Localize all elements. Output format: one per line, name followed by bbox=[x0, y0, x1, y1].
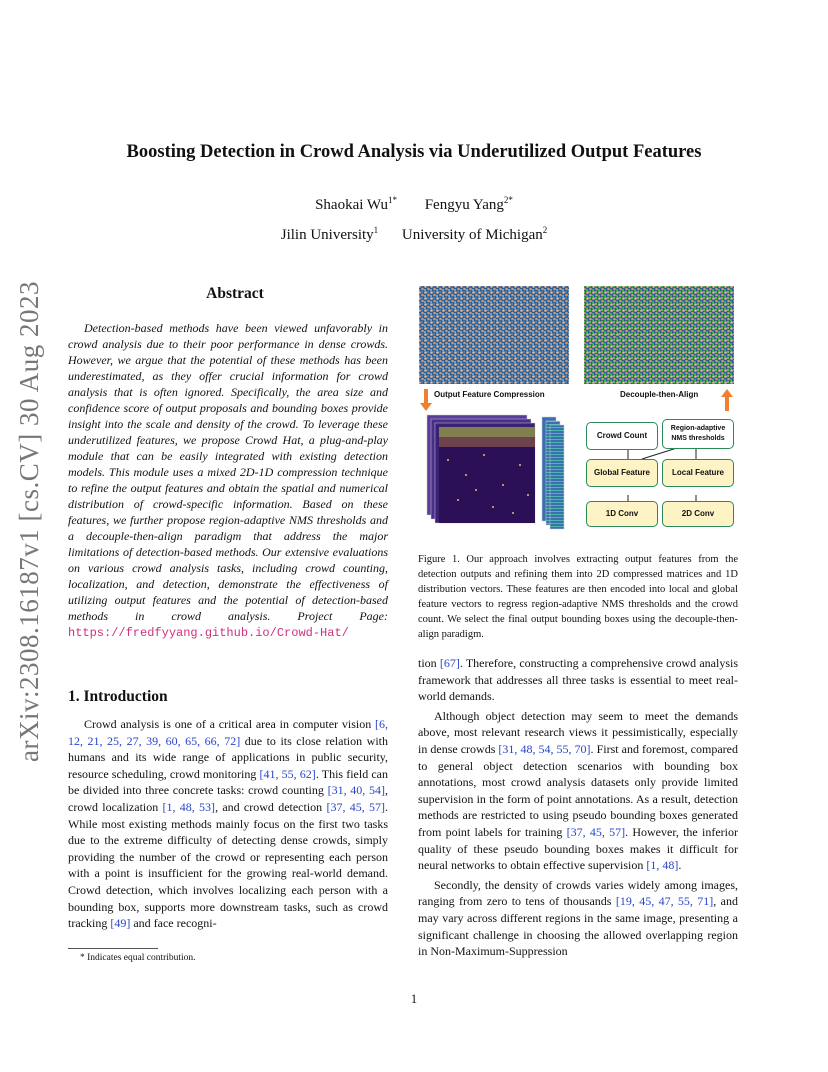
author-list bbox=[0, 195, 828, 214]
citation-link[interactable]: [37, 45, 57] bbox=[326, 799, 385, 814]
citation-link[interactable]: [67] bbox=[439, 656, 460, 670]
conv2d-box: 2D Conv bbox=[662, 501, 734, 527]
affiliation-1 bbox=[281, 227, 378, 243]
right-paragraph-1 bbox=[418, 655, 738, 705]
intro-heading: 1. Introduction bbox=[68, 688, 168, 705]
author-1 bbox=[315, 197, 397, 213]
body-text: . First and foremost, compared to general object detection scenarios with bounding box annotations, most crowd analysis datasets only provide limited supervision in the form of point annotations. As a result, detection methods are restricted to using pseudo bounding boxes generated from point labels for training bbox=[418, 741, 738, 839]
paper-title: Boosting Detection in Crowd Analysis via Underutilized Output Features bbox=[126, 142, 702, 162]
global-feature-box: Global Feature bbox=[586, 459, 658, 487]
body-text: . Therefore, constructing a comprehensive crowd analysis framework that addresses all three tasks is essential to meet real-world demands. bbox=[418, 656, 738, 704]
citation-link[interactable]: [37, 45, 57] bbox=[566, 824, 626, 839]
body-text: , and may vary across different regions in the same image, presenting a significant challenge in choosing the allowed overlapping region in Non-Maximum-Suppression bbox=[418, 894, 738, 959]
citation-link[interactable]: [31, 40, 54] bbox=[327, 783, 386, 798]
affiliation-2 bbox=[402, 227, 547, 243]
crowd-count-box: Crowd Count bbox=[586, 422, 658, 450]
citation-link[interactable]: [1, 48] bbox=[646, 858, 679, 873]
author-2-mark: 2* bbox=[503, 195, 513, 205]
conv1d-box: 1D Conv bbox=[586, 501, 658, 527]
citation-link[interactable]: [49] bbox=[110, 916, 131, 931]
output-crowd-image bbox=[584, 286, 734, 384]
figure-diagram bbox=[418, 285, 740, 535]
author-2 bbox=[425, 197, 513, 213]
abstract-text bbox=[68, 320, 388, 641]
citation-link[interactable]: [41, 55, 62] bbox=[259, 766, 316, 781]
figure-1 bbox=[418, 285, 740, 535]
citation-link[interactable]: [6, 12, 21, 25, 27, 39, 60, 65, 66, 72] bbox=[68, 717, 388, 748]
citation-link[interactable]: [1, 48, 53] bbox=[162, 799, 216, 814]
affiliation-2-name: University of Michigan bbox=[401, 227, 543, 243]
intro-text: due to its close relation with humans and its wide range of applications in public security, resource scheduling, crowd monitoring bbox=[68, 733, 388, 781]
right-paragraph-2 bbox=[418, 708, 738, 874]
abstract-heading: Abstract bbox=[206, 285, 264, 302]
project-link[interactable]: https://fredfyyang.github.io/Crowd-Hat/ bbox=[68, 626, 349, 640]
body-text: Secondly, the density of crowds varies widely among images, ranging from zero to tens of thousands bbox=[418, 877, 738, 909]
nms-threshold-box: Region-adaptive NMS thresholds bbox=[662, 419, 734, 449]
arrow-up-icon bbox=[721, 389, 733, 411]
right-column-text bbox=[418, 655, 738, 960]
affiliation-1-name: Jilin University bbox=[280, 227, 374, 243]
intro-text: , and crowd detection bbox=[215, 799, 327, 814]
body-text: Although object detection may seem to meet the demands above, most relevant research views it pessimistically, especially in dense crowds bbox=[418, 708, 738, 756]
intro-text: Crowd analysis is one of a critical area in computer vision bbox=[84, 717, 375, 731]
figure-caption: Figure 1. Our approach involves extracting output features from the detection outputs and refining them into 2D compressed matrices and 1D distribution vectors. These features are then encoded into local and global feature vectors to regress region-adaptive NMS thresholds and the crowd count. We select the final output bounding boxes using the decouple-then-align paradigm. bbox=[418, 554, 738, 640]
arxiv-stamp: arXiv:2308.16187v1 [cs.CV] 30 Aug 2023 bbox=[14, 281, 44, 762]
footnote: * Indicates equal contribution. bbox=[80, 953, 196, 963]
local-feature-box: Local Feature bbox=[662, 459, 734, 487]
abstract-body: Detection-based methods have been viewed unfavorably in crowd analysis due to their poor performance in dense crowds. However, we argue that the potential of these methods has been underestimated, as they offer crucial information for crowd analysis that is often ignored. Specifically, the area size and confidence score of output proposals and bounding boxes provide insight into the scale and density of the crowd. To leverage these underutilized features, we propose Crowd Hat, a plug-and-play module that can be easily integrated with existing detection models. This module uses a mixed 2D-1D compression technique to refine the output features and obtain the spatial and numerical distribution of crowd-specific information. Based on these features, we further propose region-adaptive NMS thresholds and a decouple-then-align paradigm that address the major limitations of detection-based methods. Our extensive evaluations on various crowd analysis tasks, including crowd counting, localization, and detection, demonstrate the effectiveness of utilizing output features and the potential of detection-based methods in crowd analysis. Project Page: bbox=[68, 321, 388, 623]
author-1-name: Shaokai Wu bbox=[315, 197, 388, 213]
distribution-vector-stack bbox=[542, 417, 564, 529]
intro-paragraph bbox=[68, 716, 388, 932]
citation-link[interactable]: [31, 48, 54, 55, 70] bbox=[498, 741, 591, 756]
intro-text: . This field can be divided into three concrete tasks: crowd counting bbox=[68, 766, 388, 798]
intro-text: and face recogni- bbox=[130, 916, 217, 931]
author-1-mark: 1* bbox=[387, 195, 397, 205]
arrow-down-icon bbox=[420, 389, 432, 411]
affiliation-1-mark: 1 bbox=[373, 225, 379, 235]
body-text: tion bbox=[418, 656, 440, 670]
body-text: . bbox=[678, 858, 682, 873]
page-number: 1 bbox=[410, 992, 418, 1006]
author-2-name: Fengyu Yang bbox=[424, 197, 504, 213]
figure-label-right: Decouple-then-Align bbox=[620, 390, 699, 399]
affiliation-list bbox=[0, 225, 828, 244]
citation-link[interactable]: [19, 45, 47, 55, 71] bbox=[615, 894, 714, 909]
input-crowd-image bbox=[419, 286, 569, 384]
intro-text: . While most existing methods mainly focus on the first two tasks due to the extreme difficulty of detecting dense crowds, simply providing the number of the crowd or representing each person with a point is insufficient for the growing real-world demand. Crowd detection, which involves localizing each person with a bounding box, supports more downstream tasks, such as crowd tracking bbox=[68, 799, 388, 931]
footnote-rule bbox=[68, 948, 158, 949]
intro-text: , crowd localization bbox=[68, 783, 389, 814]
right-paragraph-3 bbox=[418, 877, 738, 960]
affiliation-2-mark: 2 bbox=[542, 225, 548, 235]
figure-label-left: Output Feature Compression bbox=[434, 390, 545, 399]
body-text: . However, the inferior quality of these pseudo bounding boxes makes it difficult for neural networks to obtain effective supervision bbox=[418, 824, 738, 873]
compressed-matrix-stack bbox=[427, 415, 535, 523]
